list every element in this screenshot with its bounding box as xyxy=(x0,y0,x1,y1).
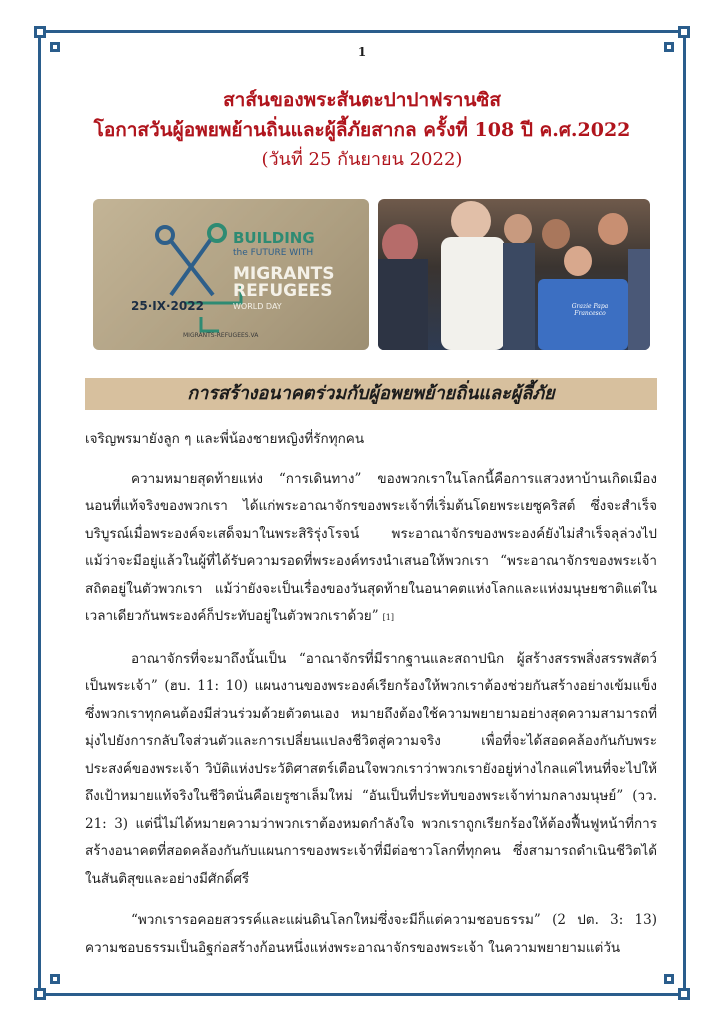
title-line-1: สาส์นของพระสันตะปาปาฟรานซิส xyxy=(223,89,501,111)
frame-left xyxy=(38,48,41,978)
document-title xyxy=(60,85,664,175)
shirt-text: Grazie Papa Francesco xyxy=(571,303,609,317)
world-day-poster-image xyxy=(93,199,369,350)
title-date: (วันที่ 25 กันยายน 2022) xyxy=(261,149,463,170)
salutation: เจริญพรมายังลูก ๆ และพี่น้องชายหญิงที่รักทุกคน xyxy=(85,431,365,447)
title-line-2: โอกาสวันผู้อพยพย้านถิ่นและผู้ลี้ภัยสากล ครั้งที่ 108 ปี ค.ศ.2022 xyxy=(93,119,631,141)
paragraph-3: “พวกเรารอคอยสวรรค์และแผ่นดินโลกใหม่ซึ่งจะมีก็แต่ความชอบธรรม” (2 ปต. 3: 13) ความชอบธรรมเป็นอิฐก่อสร้างก้อนหนึ่งแห่งพระอาณาจักรของพระเจ้า ในความพยายามแต่วัน xyxy=(85,912,657,956)
frame-top xyxy=(56,30,668,33)
paragraph-2: อาณาจักรที่จะมาถึงนั้นเป็น “อาณาจักรที่มีรากฐานและสถาปนิก ผู้สร้างสรรพสิ่งสรรพสัตว์เป็นพระเจ้า” (ฮบ. 11: 10) แผนงานของพระองค์เรียกร้องให้พวกเราต้องช่วยกันสร้างอย่างเข้มแข็ง ซึ่งพวกเราทุกคนต้องมีส่วนร่วมด้วยตัวตนเอง หมายถึงต้องใช้ความพยายามอย่างสุดความสามารถที่มุ่งไปยังการกลับใจส่วนตัวและการเปลี่ยนแปลงชีวิตสู่ความจริง เพื่อที่จะได้สอดคล้องกันกับพระประสงค์ของพระเจ้า วิบัติแห่งประวัติศาสตร์เตือนใจพวกเราว่าพวกเรายังอยู่ห่างไกลแค่ไหนที่จะไปให้ถึงเป้าหมายแท้จริงในชีวิตนั่นคือเยรูซาเล็มใหม่ “อันเป็นที่ประทับของพระเจ้าท่ามกลางมนุษย์” (วว. 21: 3) แต่นี่ไม่ได้หมายความว่าพวกเราต้องหมดกำลังใจ พวกเราถูกเรียกร้องให้ต้องฟื้นฟูหน้าที่การสร้างอนาคตที่สอดคล้องกันกับแผนการของพระเจ้าที่มีต่อชาวโลกที่ทุกคน ซึ่งสามารถดำเนินชีวิตได้ในสันติสุขและอย่างมีศักดิ์ศรี xyxy=(85,650,657,887)
section-title: การสร้างอนาคตร่วมกับผู้อพยพย้ายถิ่นและผู้ลี้ภัย xyxy=(187,383,555,404)
corner-ornament-br xyxy=(660,970,690,1000)
poster-building: BUILDING xyxy=(233,229,315,247)
poster-url: MIGRANTS-REFUGEES.VA xyxy=(183,332,259,339)
body-text xyxy=(85,426,657,976)
poster-world-day: WORLD DAY xyxy=(233,302,282,311)
poster-migrants: MIGRANTS xyxy=(233,264,335,284)
frame-bottom xyxy=(56,993,668,996)
paragraph-1 xyxy=(85,466,657,632)
frame-right xyxy=(683,48,686,978)
pope-with-children-photo xyxy=(378,199,650,350)
paragraph-1-text: ความหมายสุดท้ายแห่ง “การเดินทาง” ของพวกเราในโลกนี้คือการแสวงหาบ้านเกิดเมืองนอนที่แท้จริงของพวกเรา ได้แก่พระอาณาจักรของพระเจ้าที่เริ่มต้นโดยพระเยซูคริสต์ ซึ่งจะสำเร็จบริบูรณ์เมื่อพระองค์จะเสด็จมาในพระสิริรุ่งโรจน์ พระอาณาจักรของพระองค์ยังไม่สำเร็จลุล่วงไปแม้ว่าจะมีอยู่แล้วในผู้ที่ได้รับความรอดที่พระองค์ทรงนำเสนอให้พวกเรา “พระอาณาจักรของพระเจ้าสถิตอยู่ในตัวพวกเรา แม้ว่ายังจะเป็นเรื่องของวันสุดท้ายในอนาคตแห่งโลกและแห่งมนุษยชาติแต่ในเวลาเดียวกันพระองค์ก็ประทับอยู่ในตัวพวกเราด้วย” xyxy=(85,470,657,624)
poster-future: the FUTURE WITH xyxy=(233,248,314,258)
poster-refugees: REFUGEES xyxy=(233,281,333,301)
page-number: 1 xyxy=(357,45,367,59)
section-header xyxy=(85,378,657,410)
photo-scene xyxy=(378,199,650,350)
footnote-ref-1[interactable]: [1] xyxy=(382,613,394,622)
poster-date: 25·IX·2022 xyxy=(131,299,204,313)
poster-text xyxy=(233,231,363,311)
corner-ornament-bl xyxy=(34,970,64,1000)
